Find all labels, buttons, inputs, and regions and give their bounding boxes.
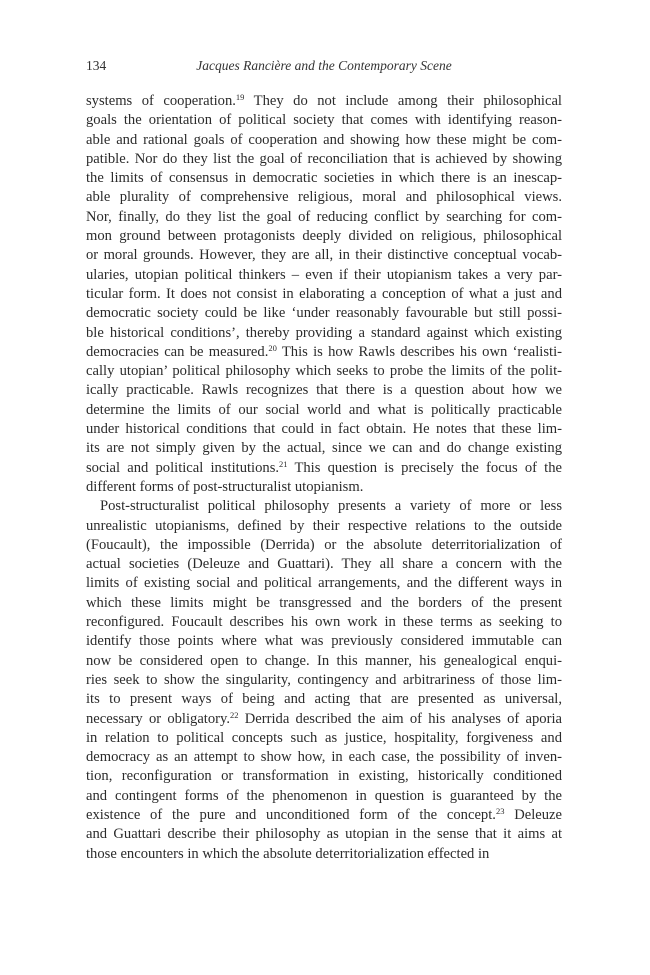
text-line: ticular form. It does not consist in elaborating a conception of what a just and — [86, 285, 562, 302]
text-line: determine the limits of our social world and what is politically practicable — [86, 401, 562, 418]
text-line: democracies can be measured.$^{20}$ This is how Rawls describes his own ‘realisti- — [86, 342, 562, 360]
page-number: 134 — [86, 58, 107, 73]
text-line: goals the orientation of political society that comes with identifying reason- — [86, 112, 562, 129]
footnote-marker: 19 — [235, 92, 245, 102]
text-line: different forms of post-structuralist utopianism. — [86, 478, 364, 495]
paragraph — [86, 497, 562, 864]
running-head: Jacques Rancière and the Contemporary Scene — [196, 58, 452, 73]
text-line: unrealistic utopianisms, defined by their respective relations to the outside — [86, 517, 562, 534]
text-line: social and political institutions.$^{21}$ This question is precisely the focus of the — [86, 458, 563, 476]
text-line: tion, reconfiguration or transformation in existing, historically conditioned — [86, 768, 562, 785]
body-text — [86, 92, 562, 864]
text-line: existence of the pure and unconditioned form of the concept.$^{23}$ Deleuze — [86, 805, 562, 823]
text-line: democratic society could be like ‘under reasonably favourable but still possi- — [86, 305, 562, 322]
paragraph — [86, 92, 562, 497]
text-line: under historical conditions that could in fact obtain. He notes that these lim- — [86, 421, 562, 438]
text-line: and contingent forms of the phenomenon in question is guaranteed by the — [86, 787, 562, 804]
text-line: ble historical conditions’, thereby providing a standard against which existing — [86, 324, 562, 341]
text-line: ries seek to show the singularity, contingency and arbitrariness of those lim- — [86, 671, 562, 688]
text-line: identify those points where what was previously considered immutable can — [86, 633, 562, 650]
text-line: the limits of consensus in democratic societies in which there is an inescap- — [86, 170, 562, 187]
text-line: Nor, finally, do they list the goal of reducing conflict by searching for com- — [86, 208, 562, 225]
text-line: in relation to political concepts such as justice, hospitality, forgiveness and — [86, 729, 562, 746]
footnote-marker: 23 — [495, 805, 505, 816]
text-line: systems of cooperation.$^{19}$ They do not include among their philosophical — [86, 92, 562, 109]
text-line: those encounters in which the absolute deterritorialization effected in — [86, 845, 490, 862]
footnote-marker: 20 — [268, 342, 277, 353]
text-line: patible. Nor do they list the goal of reconciliation that is achieved by showing — [86, 150, 562, 167]
text-line: democracy as an attempt to show how, in each case, the possibility of inven- — [86, 749, 562, 766]
text-line: its are not simply given by the actual, since we can and do change existing — [86, 440, 562, 457]
page-header — [86, 58, 562, 78]
footnote-marker: 21 — [279, 458, 288, 469]
text-line: limits of existing social and political arrangements, and the different ways in — [86, 575, 562, 592]
text-line: Post-structuralist political philosophy presents a variety of more or less — [100, 498, 562, 515]
text-line: its to present ways of being and acting that are presented as universal, — [86, 691, 562, 708]
text-line: now be considered open to change. In this manner, his genealogical enqui- — [86, 652, 562, 669]
text-line: cally utopian’ political philosophy which seeks to probe the limits of the polit- — [86, 363, 562, 380]
text-line: able and rational goals of cooperation and showing how these might be com- — [86, 131, 562, 148]
text-line: ically practicable. Rawls recognizes that there is a question about how we — [86, 382, 562, 399]
text-line: or moral grounds. However, they are all, in their distinctive conceptual vocab- — [86, 247, 562, 264]
text-line: reconfigured. Foucault describes his own work in these terms as seeking to — [86, 614, 562, 631]
text-line: and Guattari describe their philosophy as utopian in the sense that it aims at — [86, 826, 562, 843]
footnote-marker: 22 — [230, 709, 239, 720]
text-line: actual societies (Deleuze and Guattari). They all share a concern with the — [86, 556, 562, 573]
text-line: able plurality of comprehensive religious, moral and philosophical views. — [86, 189, 562, 206]
text-line: ularies, utopian political thinkers – even if their utopianism takes a very par- — [86, 266, 562, 283]
text-line: mon ground between protagonists deeply divided on religious, philosophical — [86, 228, 562, 245]
text-line: (Foucault), the impossible (Derrida) or the absolute deterritorialization of — [86, 536, 562, 553]
text-line: which these limits might be transgressed and the borders of the present — [86, 594, 562, 611]
text-line: necessary or obligatory.$^{22}$ Derrida described the aim of his analyses of aporia — [86, 709, 562, 727]
